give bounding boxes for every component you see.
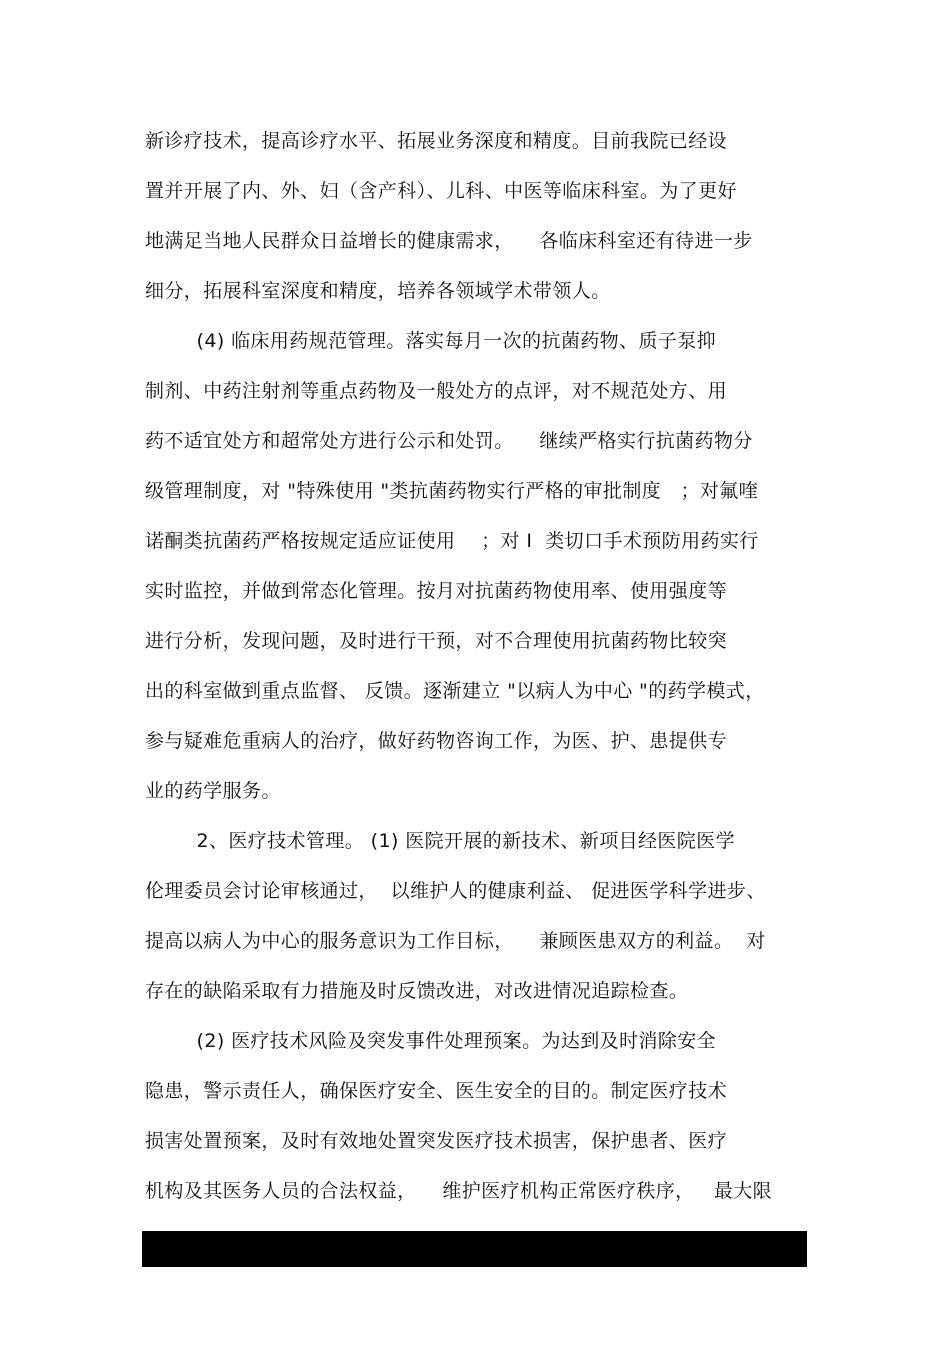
- paragraph-line: 置并开展了内、外、妇（含产科）、儿科、中医等临床科室。为了更好: [145, 180, 737, 202]
- paragraph-line: (4) 临床用药规范管理。落实每月一次的抗菌药物、质子泵抑: [145, 330, 717, 352]
- paragraph-line: 进行分析，发现问题，及时进行干预，对不合理使用抗菌药物比较突: [145, 630, 728, 652]
- paragraph-line: 出的科室做到重点监督、 反馈。逐渐建立 "以病人为中心 "的药学模式，: [145, 680, 765, 702]
- paragraph-line: 新诊疗技术，提高诊疗水平、拓展业务深度和精度。目前我院已经设: [145, 130, 728, 152]
- paragraph-line: 诺酮类抗菌药严格按规定适应证使用 ；对 I 类切口手术预防用药实行: [145, 530, 759, 552]
- paragraph-line: 实时监控，并做到常态化管理。按月对抗菌药物使用率、使用强度等: [145, 580, 728, 602]
- paragraph-line: 2、医疗技术管理。 (1) 医院开展的新技术、新项目经医院医学: [145, 830, 735, 852]
- paragraph-line: 伦理委员会讨论审核通过， 以维护人的健康利益、 促进医学科学进步、: [145, 880, 766, 902]
- paragraph-line: 提高以病人为中心的服务意识为工作目标， 兼顾医患双方的利益。 对: [145, 930, 766, 952]
- paragraph-line: 级管理制度，对 "特殊使用 "类抗菌药物实行严格的审批制度 ；对氟喹: [145, 480, 759, 502]
- paragraph-line: 隐患，警示责任人，确保医疗安全、医生安全的目的。制定医疗技术: [145, 1080, 728, 1102]
- paragraph-line: 药不适宜处方和超常处方进行公示和处罚。 继续严格实行抗菌药物分: [145, 430, 753, 452]
- paragraph-line: 制剂、中药注射剂等重点药物及一般处方的点评，对不规范处方、用: [145, 380, 728, 402]
- paragraph-line: 参与疑难危重病人的治疗，做好药物咨询工作，为医、护、患提供专: [145, 730, 728, 752]
- redaction-bar: [142, 1231, 807, 1267]
- paragraph-line: 存在的缺陷采取有力措施及时反馈改进，对改进情况追踪检查。: [145, 980, 689, 1002]
- paragraph-line: 损害处置预案，及时有效地处置突发医疗技术损害，保护患者、医疗: [145, 1130, 728, 1152]
- paragraph-line: 业的药学服务。: [145, 780, 281, 802]
- paragraph-line: 机构及其医务人员的合法权益， 维护医疗机构正常医疗秩序， 最大限: [145, 1180, 773, 1202]
- paragraph-line: (2) 医疗技术风险及突发事件处理预案。为达到及时消除安全: [145, 1030, 717, 1052]
- paragraph-line: 地满足当地人民群众日益增长的健康需求， 各临床科室还有待进一步: [145, 230, 753, 252]
- paragraph-line: 细分，拓展科室深度和精度，培养各领域学术带领人。: [145, 280, 611, 302]
